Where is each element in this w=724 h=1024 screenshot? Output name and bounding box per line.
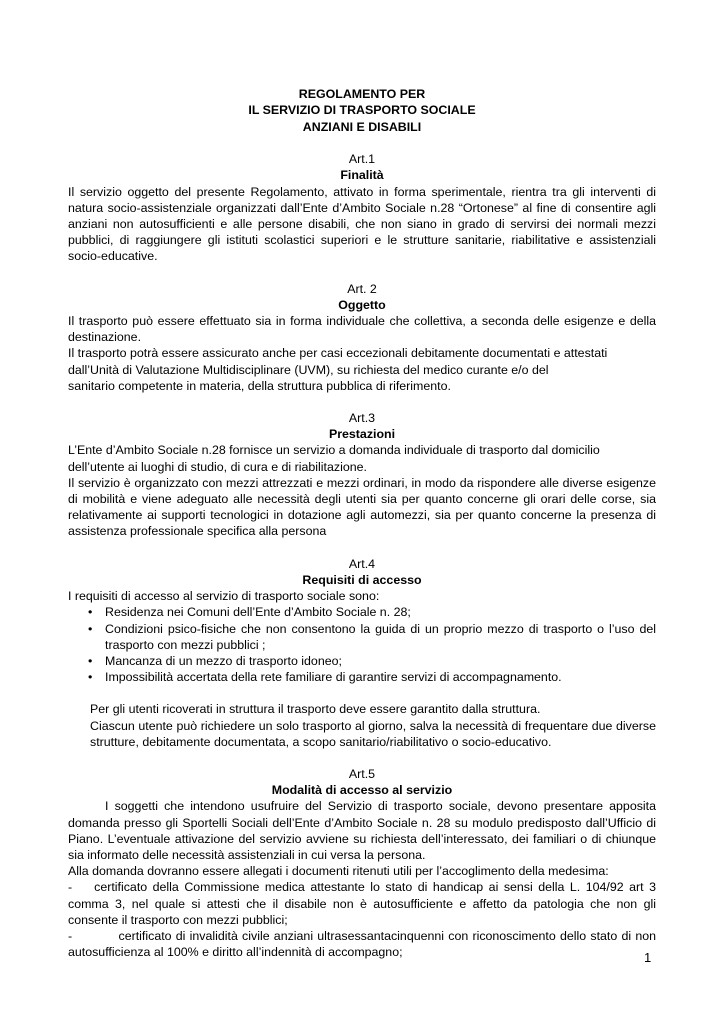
article-2-paragraph-2 [68,345,656,394]
article-2-paragraph-1: Il trasporto può essere effettuato sia in forma individuale che collettiva, a seconda delle esigenze e della destinazione. [68,314,656,345]
list-item-text: Impossibilità accertata della rete familiare di garantire servizi di accompagnamento. [105,670,562,685]
article-1 [68,151,656,264]
article-1-number: Art.1 [348,152,376,167]
article-2 [68,281,656,394]
document-page [68,86,656,960]
page-number: 1 [644,950,652,965]
document-item-2-text: certificato di invalidità civile anziani ultrasessantacinquenni con riconoscimento dello stato di non autosufficienza al 100% e diritto all’indennità di accompagno; [68,928,656,960]
list-item-text: Condizioni psico-fisiche che non consentono la guida di un proprio mezzo di trasporto o l’uso del trasporto con mezzi pubblici ; [105,621,656,652]
article-4-note-2: Ciascun utente può richiedere un solo trasporto al giorno, salva la necessità di frequentare due diverse strutture, debitamente documentata, a scopo sanitario/riabilitativo o socio-educativo. [90,718,656,749]
article-4-note-1: Per gli utenti ricoverati in struttura il trasporto deve essere garantito dalla struttura. [90,702,541,717]
list-item [68,621,656,653]
article-3-number: Art.3 [348,411,376,426]
dash-marker: - [68,880,95,895]
article-3-heading: Prestazioni [328,427,396,442]
article-3-paragraph-1: L’Ente d’Ambito Sociale n.28 fornisce un servizio a domanda individuale di trasporto dal domicilio dell’utente ai luoghi di studio, di cura e di riabilitazione. [68,443,600,474]
article-1-text: Il servizio oggetto del presente Regolamento, attivato in forma sperimentale, rientra tra gli interventi di natura socio-assistenziale organizzati dall’Ente d’Ambito Sociale n.28 “Ortonese” al fine di consentire agli anziani non autosufficienti e alle persone disabili, che non siano in grado di servirsi dei normali mezzi pubblici, di raggiungere gli istituti scolastici superiori e le strutture sanitarie, riabilitative e assistenziali socio-educative. [68,184,656,264]
article-4-heading: Requisiti di accesso [302,572,422,587]
bullet-icon: • [88,621,93,636]
list-item-text: Mancanza di un mezzo di trasporto idoneo; [105,653,342,668]
bullet-icon: • [88,653,93,668]
article-5 [68,766,656,960]
article-1-heading: Finalità [340,168,384,183]
dash-marker: - [68,928,119,943]
spacer [68,685,656,701]
title-line-2: IL SERVIZIO DI TRASPORTO SOCIALE [248,103,476,118]
article-3-paragraph-2: Il servizio è organizzato con mezzi attrezzati e mezzi ordinari, in modo da rispondere alle diverse esigenze di mobilità e viene adeguato alle necessità degli utenti sia per quanto concerne gli orari delle corse, sia relativamente ai supporti tecnologici in dotazione agli automezzi, sia per quanto concerne la presenza di assistenza professionale specifica alla persona [68,475,656,539]
title-line-3: ANZIANI E DISABILI [302,119,422,134]
article-2-p2-line-1: Il trasporto potrà essere assicurato anche per casi eccezionali debitamente documentati e attestati [68,346,608,361]
article-4-number: Art.4 [348,556,376,571]
article-5-paragraph-2: Alla domanda dovranno essere allegati i documenti ritenuti utili per l’accoglimento della medesima: [68,864,609,879]
bullet-icon: • [88,605,93,620]
list-item [68,604,656,620]
article-4 [68,556,656,750]
article-5-paragraph-1: I soggetti che intendono usufruire del Servizio di trasporto sociale, devono presentare apposita domanda presso gli Sportelli Sociali dell’Ente d’Ambito Sociale n. 28 su modulo predisposto dall’Ufficio di Piano. L’eventuale attivazione del servizio avviene su richiesta dell’interessato, dei familiari o di chiunque sia informato delle necessità assistenziali in cui versa la persona. [68,799,656,862]
list-item [68,669,656,685]
article-3 [68,410,656,540]
document-title [68,86,656,135]
article-5-heading: Modalità di accesso al servizio [271,783,453,798]
article-2-heading: Oggetto [338,297,386,312]
article-4-intro: I requisiti di accesso al servizio di trasporto sociale sono: [68,589,380,604]
article-2-number: Art. 2 [347,281,377,296]
requirements-list [68,604,656,685]
document-item-2 [68,928,656,960]
article-2-p2-line-2: dall’Unità di Valutazione Multidisciplinare (UVM), su richiesta del medico curante e/o del [68,362,549,377]
list-item [68,653,656,669]
article-2-p2-line-3: sanitario competente in materia, della struttura pubblica di riferimento. [68,378,451,393]
bullet-icon: • [88,670,93,685]
document-item-1-text: certificato della Commissione medica attestante lo stato di handicap ai sensi della L. 104/92 art 3 comma 3, nel quale si attesti che il disabile non è autosufficiente e affetto da patologia che non gli consente il trasporto con mezzi pubblici; [68,880,656,927]
title-line-1: REGOLAMENTO PER [298,87,426,101]
document-item-1 [68,879,656,928]
article-5-number: Art.5 [348,766,376,781]
list-item-text: Residenza nei Comuni dell’Ente d’Ambito Sociale n. 28; [105,605,411,620]
